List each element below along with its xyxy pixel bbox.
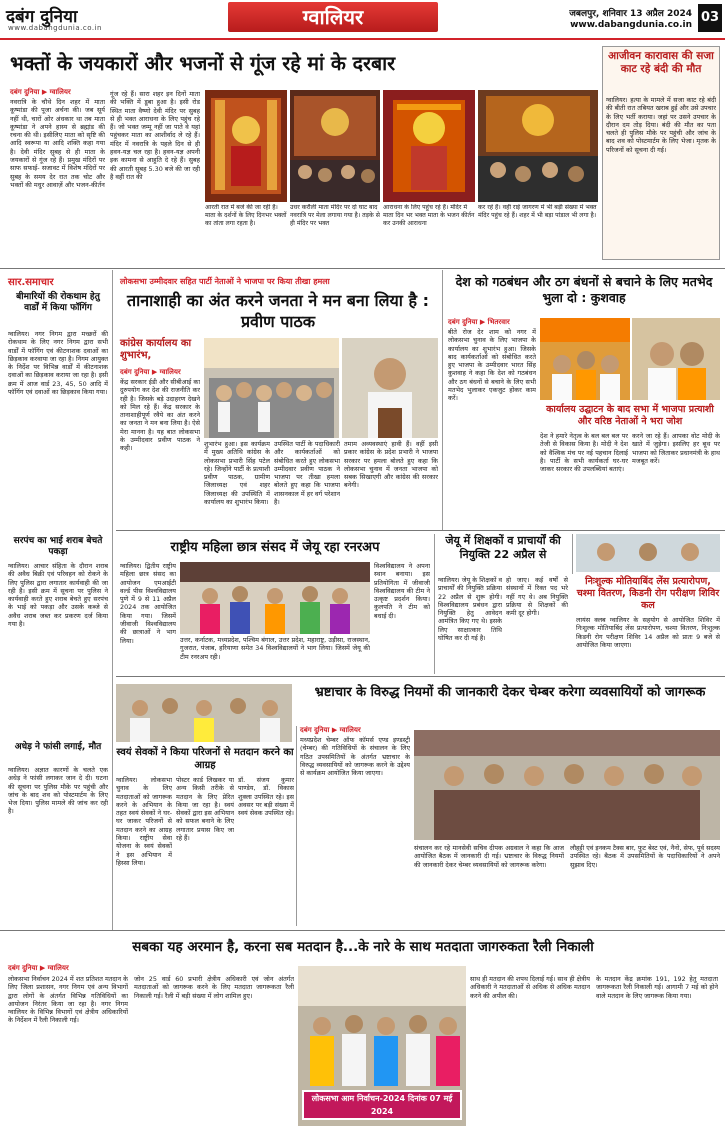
story1-byline: दबंग दुनिया ▶ ग्वालियर [10,88,71,96]
story8-headline: भ्रष्टाचार के विरुद्ध नियमों की जानकारी देकर चेम्बर करेगा व्यवसायियों को जागरूक [314,685,706,700]
story5-col1: ग्वालियर। जेयू के शिक्षकों व प्राचार्यों की नियुक्ति प्रक्रिया 22 अप्रैल से शुरू होगी। विश्वविद्यालय प्रबंधन द्वारा नियुक्ति हेतु आवेदन आमंत्रित किए गए थे। इसके लिए साक्षात्कार तिथि घोषित कर दी गई है। [438,576,502,643]
student-parliament-team-photo-icon [180,562,370,634]
story5-headline: जेयू में शिक्षकों व प्राचार्यों की नियुक्ति 22 अप्रैल से [445,534,561,561]
story7-col1: ग्वालियर। लोकसभा चुनाव के लिए मतदाताओं को जागरूक करने के अभियान के तहत स्वयं सेवकों ने घर-घर जाकर परिजनों से मतदान करने का आग्रह किया। राष्ट्रीय सेवा योजना के स्वयं सेवकों ने इस अभियान में हिस्सा लिया। [116,776,172,867]
chamber-meeting-photo-icon [414,730,720,840]
story3-photo-caption: कार्यालय उद्घाटन के बाद सभा में भाजपा प्रत्याशी और वरिष्ठ नेताओं ने भरा जोश [546,404,714,427]
story6-col1: लायंस क्लब ग्वालियर के सहयोग से आयोजित शिविर में निःशुल्क मोतियाबिंद लेंस प्रत्यारोपण, चश्मा वितरण, निःशुल्क किडनी रोग परीक्षण शिविर 14 अप्रैल को प्रातः 9 बजे से आयोजित किया जाएगा। [576,616,720,649]
story1-photo1-caption: आरती रात में बजे की जा रही है। माता के दर्शनों के लिए दिनभर भक्तों का तांता लगा रहता है। [205,204,287,227]
sar-samachar-title: सार.समाचार [8,277,54,288]
story2-subhead: कांग्रेस कार्यालय का शुभारंभ, [120,338,192,361]
story9-col2: जोन 25 वार्ड 60 प्रभारी क्षेत्रीय अधिकारी एवं जोन अंतर्गत मतदाताओं को जागरूक करने के लिए मतदाता जागरूकता रैली निकाली गई। रैली में बड़ी संख्या में लोग शामिल हुए। [134,975,294,1000]
story3-col2: देश ने हमारे नेतृत्व के बल बल बल पर तेजी से विकास किया है। मोदी ने देश को वैश्विक मंच पर नई पहचान दिलाई है। पार्टी के सभी कार्यकर्ता घर-घर जाकर सरकार की उपलब्धियां बताएं। [540,432,628,474]
sidebar-headline: आजीवन कारावास की सजा काट रहे बंदी की मौत [608,50,714,75]
masthead [0,0,725,40]
story7-photo [116,684,292,742]
sar-item2-body: ग्वालियर। आचार संहिता के दौरान शराब की अवैध बिक्री एवं परिवहन को रोकने के लिए पुलिस द्वारा लगातार कार्यवाही की जा रही है। इसी क्रम में सूचना पर पुलिस ने कार्यवाही करते हुए शराब बेचते हुए सरपंच के भाई को पकड़ा और उसके कब्जे से अवैध शराब जब्त कर प्रकरण दर्ज किया गया है। [8,562,108,629]
story2-kicker: लोकसभा उम्मीदवार सहित पार्टी नेताओं ने भाजपा पर किया तीखा हमला [120,277,330,286]
dateline: जबलपुर, शनिवार 13 अप्रैल 2024 [569,9,692,19]
mid-column-rule [442,270,443,530]
story7-col3: डॉ. संजय कुमार पाण्डेय, डॉ. विकास शुक्ला उपस्थित रहे। इस अवसर पर बड़ी संख्या में स्वयं सेवक उपस्थित रहे। [238,776,294,818]
left-column-rule [112,270,113,930]
camp-photo-icon [576,534,720,572]
website-url[interactable]: www.dabangdunia.co.in [570,20,692,30]
masthead-rule [0,38,725,40]
story3-col1: बीते रोज देर शाम को नगर में लोकसभा चुनाव के लिए भाजपा के कार्यालय का शुभारंभ हुआ। जिसके बाद कार्यकर्ताओं को संबोधित करते हुए भाजपा के उम्मीदवार भारत सिंह कुशवाह ने कहा कि देश को गठबंधन और ठग बंधनों से बचाने के लिए सभी मतभेद भुलाकर एकजुट होकर काम करें। [448,328,536,403]
volunteers-photo-icon [116,684,292,742]
story2-col3: उपस्थित पार्टी के पदाधिकारी और कार्यकर्ताओं को संबोधित करते हुए लोकसभा उम्मीदवार प्रवीण पाठक ने भाजपा पर तीखा हमला बोलते हुए कहा कि भाजपा शासनकाल में हर वर्ग परेशान है। [274,440,340,507]
story6-headline: निःशुल्क मोतियाबिंद लेंस प्रत्यारोपण, चश्मा वितरण, किडनी रोग परीक्षण शिविर कल [576,576,720,611]
story4-rule [434,534,435,674]
story9-col1: लोकसभा निर्वाचन 2024 में शत प्रतिशत मतदान के लिए जिला प्रशासन, नगर निगम एवं अन्य विभागों द्वारा लोगों के अंतर्गत विभिन्न गतिविधियों का आयोजन निरंतर किया जा रहा है। नगर निगम ग्वालियर के विभिन्न विभागों एवं क्षेत्रीय अधिकारियों के निर्देशन में रैली निकाली गई। [8,975,128,1025]
bjp-rally-photo-icon [540,318,630,400]
story5-photo [576,534,720,572]
story4-col1: ग्वालियर। द्वितीय राष्ट्रीय महिला छात्र संसद का आयोजन एमआईटी वर्ल्ड पीस विश्वविद्यालय पुणे में 9 से 11 अप्रैल 2024 तक आयोजित किया गया। जिसमें जीवाजी विश्वविद्यालय की छात्राओं ने भाग लिया। [120,562,176,645]
story2-byline: दबंग दुनिया ▶ ग्वालियर [120,368,181,376]
story2-photo [204,338,339,438]
story3-byline: दबंग दुनिया ▶ भितरवार [448,318,510,326]
story8-byline: दबंग दुनिया ▶ ग्वालियर [300,726,361,734]
story4-photo [180,562,370,634]
sar-item1-body: ग्वालियर। नगर निगम द्वारा मच्छरों की रोकथाम के लिए नगर निगम द्वारा सभी वार्डों में फॉगिंग एवं कीटनाशक दवाओं का छिड़काव करवाया जा रहा है। निगम आयुक्त के निर्देश पर विभिन्न वार्डों में कीटनाशक दवाओं का छिड़काव कराया जा रहा है। इसी क्रम में आज वार्ड 23, 45, 50 आदि में फॉगिंग एवं दवाओं का छिड़काव किया गया। [8,330,108,397]
story1-headline: भक्तों के जयकारों और भजनों से गूंज रहे मां के दरबार [10,52,396,75]
page-number: 03 [698,4,722,32]
row2-divider [116,530,725,531]
story2-col2: शुभारंभ हुआ। इस कार्यक्रम में मुख्य अतिथि कांग्रेस के लोकसभा प्रभारी सिंह पटेल रहे। जिन्होंने पार्टी के प्रत्याशी प्रवीण पाठक, ग्रामीण जिलाध्यक्ष एवं शहर जिलाध्यक्ष की उपस्थिति में कार्यालय का शुभारंभ किया। [204,440,270,507]
temple-idol-photo-icon [205,90,287,202]
story8-col3: लौहट्टी एवं इनकम टैक्स बार, फुट बेस्ट एवं, नैनो, सेफ, पूर्व सदस्य उपस्थित रहे। बैठक में उपसमितियों के पदाधिकारियों ने अपने सुझाव दिए। [570,844,720,869]
story5-rule [572,534,573,574]
story2-headline: तानाशाही का अंत करने जनता ने मन बना लिया है : प्रवीण पाठक [127,291,429,331]
story3-photo-1 [540,318,630,400]
temple-crowd-photo-icon [290,90,380,202]
story8-col1: मध्यप्रदेश चेम्बर ऑफ कॉमर्स एण्ड इण्डस्ट्री (चेम्बर) की गतिविधियों के संचालन के लिए गठित उपसमितियों के अंतर्गत भ्रष्टाचार के विरुद्ध व्यवसायियों को जागरूक करने के उद्देश्य से कार्यक्रम आयोजित किया जाएगा। [300,736,410,778]
story2-col1: केंद्र सरकार ईडी और सीबीआई का दुरुपयोग कर देश की राजनीति कर रही है। जिसके बड़े उदाहरण देखने को मिल रहे हैं। केंद्र सरकार के तानाशाहीपूर्ण रवैये का अंत करने का जनता ने मन बना लिया है। ऐसे मेरा मानना है। यह बात लोकसभा के उम्मीदवार प्रवीण पाठक ने कही। [120,378,200,453]
story1-photo-3 [383,90,475,202]
story1-photo-1 [205,90,287,202]
story8-photo [414,730,720,840]
story7-col2: पोस्टर कार्ड लिखकर या अन्य किसी तरीके से मतदान के लिए प्रेरित किया जा रहा है। स्वयं सेवकों द्वारा इस अभियान को सफल बनाने के लिए लगातार प्रयास किए जा रहे हैं। [176,776,234,843]
story9-byline: दबंग दुनिया ▶ ग्वालियर [8,964,69,972]
story3-photo-2 [632,318,720,400]
newspaper-logo: दबंग दुनिया [6,7,78,27]
story9-headline: सबका यह अरमान है, करना सब मतदान है...के नारे के साथ मतदाता जागरुकता रैली निकाली [132,939,594,955]
row1-divider [0,268,725,269]
story8-col2: संचालन कर रहे मानसेवी सचिव दीपक अग्रवाल ने कहा कि आज आयोजित बैठक में जानकारी दी गई। भ्रष्टाचार के विरुद्ध नियमों की जानकारी देकर चेम्बर व्यवसायियों को जागरूक करेगा। [414,844,564,869]
row3-divider [116,676,725,677]
temple-gathering-photo-icon [478,90,598,202]
bjp-leaders-photo-icon [632,318,720,400]
story4-col3: विश्वविद्यालय ने अपना स्थान बनाया। इस प्रतियोगिता में जीवाजी विश्वविद्यालय की टीम ने उत्कृष्ट प्रदर्शन किया। कुलपति ने टीम को बधाई दी। [374,562,430,620]
story9-col4: के मतदान केंद्र क्रमांक 191, 192 हेतु मतदाता जागरूकता रैली निकाली गई। आगामी 7 मई को होने वाले मतदान के लिए जागरूक किया गया। [596,975,718,1000]
story4-headline: राष्ट्रीय महिला छात्र संसद में जेयू रहा रनरअप [170,540,380,555]
sidebar-body: ग्वालियर। हत्या के मामले में सजा काट रहे बंदी की बीती रात तबियत खराब हुई और उसे उपचार के लिए भर्ती कराया। जहां पर उसने उपचार के दौरान दम तोड़ दिया। बंदी की मौत का पता चलते ही पुलिस मौके पर पहुंची और जांच के बाद शव को पोस्टमार्टम के लिए भेजा। मृतक के परिजनों को सूचना दी गई। [606,96,716,154]
row4-divider [0,930,725,931]
story4-col2: उत्तर, कर्नाटक, मध्यप्रदेश, पश्चिम बंगाल, उत्तर प्रदेश, महाराष्ट्र, उड़ीसा, राजस्थान, गुजरात, पंजाब, हरियाणा समेत 34 विश्वविद्यालयों ने भाग लिया। जिसमें जेयू की टीम रनरअप रही। [180,636,370,661]
story5-col2: हो जाए। कई वर्षों से संस्थानों में रिक्त पद भरे नहीं गए थे। अब नियुक्ति प्रक्रिया से शिक्षकों की कमी दूर होगी। [506,576,568,618]
story7-headline: स्वयं सेवकों ने किया परिजनों से मतदान करने का आग्रह [116,747,294,771]
sar-item1-headline: बीमारियों की रोकथाम हेतु वार्डों में किया फॉगिंग [16,292,100,313]
section-banner: ग्वालियर [228,2,438,32]
story1-col1: नवरात्रि के चौथे दिन शहर में माता कूष्मांडा की पूजा अर्चना की। जब सूर्य नहीं थी, चारों ओर अंधकार था तब माता कूष्मांडा ने अपने हास्य से ब्रह्मांड की रचना की थी। इसीलिए माता को सृष्टि की आदि स्वरूपा या आदि शक्ति कहा गया है। देवी मंदिर सुबह से ही माता के जयकारों से गूंज रहे हैं। प्रमुख मंदिरों पर साफ सफाई- सजावट में विशेष मंदिरों पर सुबह के समय देर रात तक चोट और भक्तों की मधुर आवाज़ें और भजन-कीर्तन [10,98,105,189]
logo-tagline: www.dabangdunia.co.in [8,24,102,32]
story1-photo4-caption: कर रहे हैं। वहीं राई जागरण में भी बड़ी संख्या में भक्त मंदिर पहुंच रहे हैं। शहर में भी बड़ा पांडाल भी लगा है। [478,204,597,219]
story3-headline: देश को गठबंधन और ठग बंधनों से बचाने के लिए मतभेद भुला दो : कुशवाह [455,274,713,305]
goddess-idol-photo-icon [383,90,475,202]
story1-col2: गूंज रहे हैं। सारा शहर इन दिनों माता की भक्ति में डूबा हुआ है। इसी रोड स्थित माता वैष्णो देवी मंदिर पर सुबह से ही भक्त आराधना के लिए पहुंच रहे हैं। जो भक्त जम्मू नहीं जा पाते वे यहां पहुंचकर माता का आशीर्वाद ले रहे हैं। मंदिर में नवरात्रि के पहले दिन से ही हवन-यज्ञ चल रहा है। हवन-यज्ञ अपनी इक कामना से आहुति दे रहे हैं। सुबह की आरती सुबह 5.30 बजे की जा रही है वहीं रात की [110,90,200,181]
election-banner-text: लोकसभा आम निर्वाचन-2024 दिनांक 07 मई 2024 [311,1094,453,1116]
sar-item3-body: ग्वालियर। अज्ञात कारणों के चलते एक अधेड़ ने फांसी लगाकर जान दे दी। घटना की सूचना पर पुलिस मौके पर पहुंची और जांच के बाद शव को पोस्टमार्टम के लिए भेज दिया। पुलिस मामले की जांच कर रही है। [8,766,108,816]
story2-photo-speaker [342,338,438,438]
story2-col4: तमाम अव्यवस्थाएं हावी हैं। वहीं इसी प्रकार कांग्रेस के प्रदेश प्रभारी ने भाजपा सरकार पर हमला बोलते हुए कहा कि लोकसभा चुनाव में जनता भाजपा को सबक सिखाएगी और कांग्रेस की सरकार बनेगी। [344,440,438,490]
story1-photo-4 [478,90,598,202]
speaker-photo-icon [342,338,438,438]
sar-item3-headline: अधेड़ ने फांसी लगाई, मौत [14,742,102,752]
sar-item2-headline: सरपंच का भाई शराब बेचते पकड़ा [13,536,103,557]
story9-col3: साथ ही मतदान की शपथ दिलाई गई। साथ ही क्षेत्रीय अधिकारी ने मतदाताओं से अधिक से अधिक मतदान करने की अपील की। [470,975,590,1000]
story1-photo2-caption: उधर करौली माता मंदिर पर दो घाट बाद नवरात्रि पर मेला लगाया गया है। तड़के से ही मंदिर पर भक्त [290,204,380,227]
story3-col3: करने जा रहे हैं। आपका वोट मोदी के खाते में जुड़ेगा। इसलिए हर बूथ पर भाजपा को जिताकर प्रधानमंत्री के हाथ मजबूत करें। [632,432,720,465]
story1-photo3-caption: आराधना के लिए पहुंच रहे हैं। मंदिर में माता दिन भर भक्त माता के भजन कीर्तन कर उनकी आराधना [383,204,475,227]
story1-photo-2 [290,90,380,202]
story7-rule [296,726,297,926]
congress-office-event-photo-icon [204,338,339,438]
